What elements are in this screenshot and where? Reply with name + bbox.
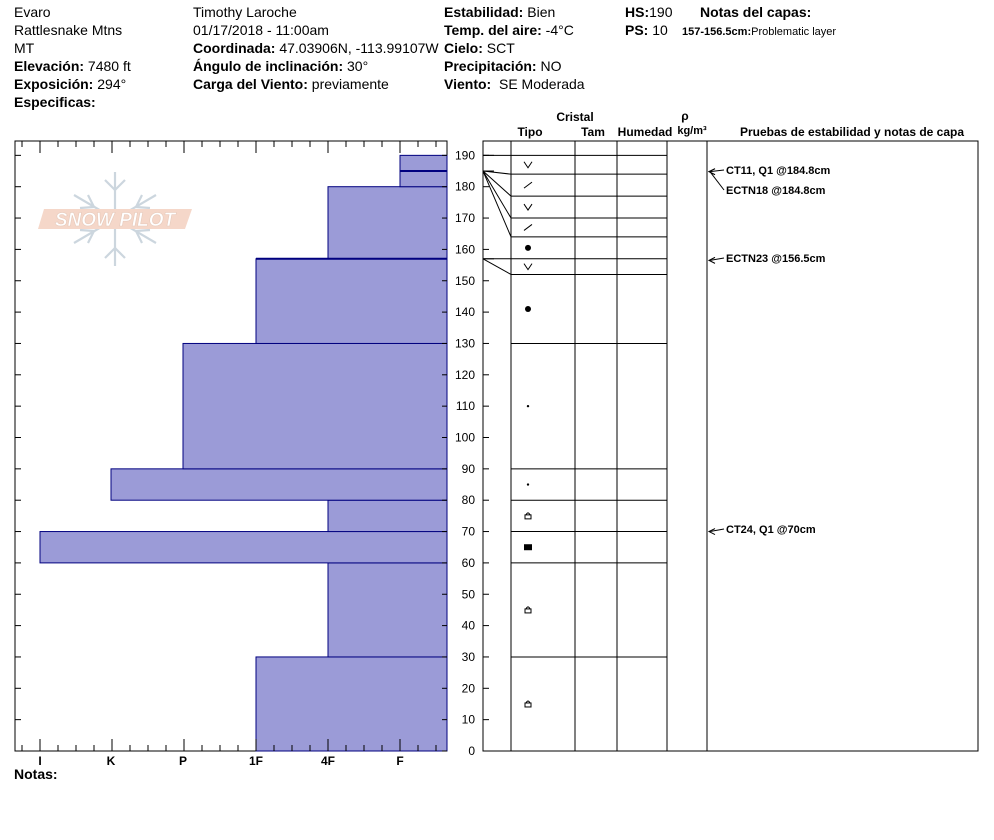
grain-small-rounded: [527, 483, 529, 485]
height-tick-label: 120: [454, 367, 475, 382]
layer-connector: [483, 259, 511, 275]
height-tick-label: 20: [461, 681, 475, 696]
hardness-label: I: [38, 754, 42, 768]
hardness-label: 1F: [248, 754, 264, 768]
hardness-bar: [328, 500, 447, 531]
layer-connector: [483, 171, 511, 237]
height-axis: [455, 148, 489, 758]
grain-melt: [525, 703, 531, 707]
height-tick-label: 50: [461, 587, 475, 602]
specifics: Especificas:: [14, 94, 96, 110]
grain-depth-hoar: [524, 264, 532, 270]
notes-label: Notas:: [14, 766, 58, 782]
height-tick-label: 110: [455, 399, 475, 414]
hardness-bar: [183, 343, 447, 468]
grain-rounded: [525, 306, 531, 312]
air-temp: Temp. del aire: -4°C: [444, 22, 574, 38]
layer-connector: [483, 171, 511, 196]
grain-depth-hoar: [524, 162, 532, 168]
wind-loading: Carga del Viento: previamente: [193, 76, 389, 92]
hardness-axis-labels: [38, 754, 403, 768]
height-tick-label: 150: [454, 273, 475, 288]
hardness-bar: [328, 187, 447, 259]
coordinates: Coordinada: 47.03906N, -113.99107W: [193, 40, 439, 56]
layer-notes-title: Notas del capas:: [700, 4, 812, 20]
hardness-bar: [328, 563, 447, 657]
hardness-bar: [40, 532, 447, 563]
hardness-bar: [111, 469, 447, 500]
grain-type-symbols: [524, 162, 532, 707]
table-header-tam: Tam: [581, 125, 605, 139]
height-tick-label: 80: [461, 493, 475, 508]
grain-ice: [524, 544, 532, 550]
table-header-rho: ρ: [681, 109, 689, 123]
ps: PS: 10: [625, 22, 668, 38]
height-tick-label: 180: [454, 179, 475, 194]
stability-test-label: CT24, Q1 @70cm: [726, 524, 816, 536]
grain-melt: [525, 609, 531, 613]
layer-table-frame: [483, 141, 978, 751]
aspect: Exposición: 294°: [14, 76, 127, 92]
hs: HS:190: [625, 4, 673, 20]
height-tick-label: 60: [461, 555, 475, 570]
grain-rounded: [525, 245, 531, 251]
watermark-text: SNOW PILOT: [54, 210, 176, 231]
test-pointer: [710, 172, 724, 190]
sky: Cielo: SCT: [444, 40, 515, 56]
observer: Timothy Laroche: [193, 4, 297, 20]
table-header-tipo: Tipo: [517, 125, 543, 139]
layer-note-range: 157-156.5cm:: [682, 26, 752, 38]
wind: Viento: SE Moderada: [444, 76, 585, 92]
hardness-label: 4F: [320, 754, 336, 768]
hardness-bar: [256, 259, 447, 344]
stability-tests: [709, 165, 831, 536]
layer-connector: [483, 171, 511, 218]
grain-faceted: [524, 182, 532, 188]
height-tick-label: 130: [454, 336, 475, 351]
location-name: Evaro: [14, 4, 51, 20]
height-tick-label: 70: [461, 524, 475, 539]
stability-test-label: ECTN23 @156.5cm: [726, 253, 826, 265]
height-tick-label: 0: [468, 744, 475, 758]
stability-test-label: ECTN18 @184.8cm: [726, 185, 826, 197]
height-tick-label: 90: [461, 461, 475, 476]
hardness-bars: [40, 155, 447, 751]
height-tick-label: 10: [461, 712, 475, 727]
height-tick-label: 160: [454, 242, 475, 257]
precipitation: Precipitación: NO: [444, 58, 562, 74]
elevation: Elevación: 7480 ft: [14, 58, 131, 74]
layer-table-headers: [517, 109, 964, 139]
layer-note-text: Problematic layer: [751, 26, 837, 38]
stability-test-label: CT11, Q1 @184.8cm: [726, 165, 831, 177]
height-tick-label: 100: [454, 430, 475, 445]
grain-small-rounded: [527, 405, 529, 407]
grain-melt: [525, 515, 531, 519]
grain-depth-hoar: [524, 204, 532, 210]
hardness-label: K: [106, 754, 116, 768]
hardness-bar: [256, 657, 447, 751]
stability: Estabilidad: Bien: [444, 4, 556, 20]
height-tick-label: 30: [461, 649, 475, 664]
table-header-humedad: Humedad: [617, 125, 673, 139]
table-header-density: kg/m³: [677, 125, 707, 137]
table-header-tests: Pruebas de estabilidad y notas de capa: [739, 125, 965, 139]
mountain-range: Rattlesnake Mtns: [14, 22, 123, 38]
snowpilot-watermark: [38, 172, 192, 266]
grain-faceted: [524, 224, 532, 230]
layer-table-columns: [511, 141, 707, 751]
state: MT: [14, 40, 35, 56]
datetime: 01/17/2018 - 11:00am: [193, 22, 329, 38]
hardness-label: P: [178, 754, 188, 768]
height-tick-label: 190: [454, 148, 475, 163]
height-tick-label: 170: [454, 211, 475, 226]
table-header-cristal: Cristal: [556, 110, 594, 124]
height-tick-label: 40: [461, 618, 475, 633]
slope-angle: Ángulo de inclinación: 30°: [193, 58, 369, 74]
height-tick-label: 140: [454, 305, 475, 320]
hardness-label: F: [396, 754, 404, 768]
